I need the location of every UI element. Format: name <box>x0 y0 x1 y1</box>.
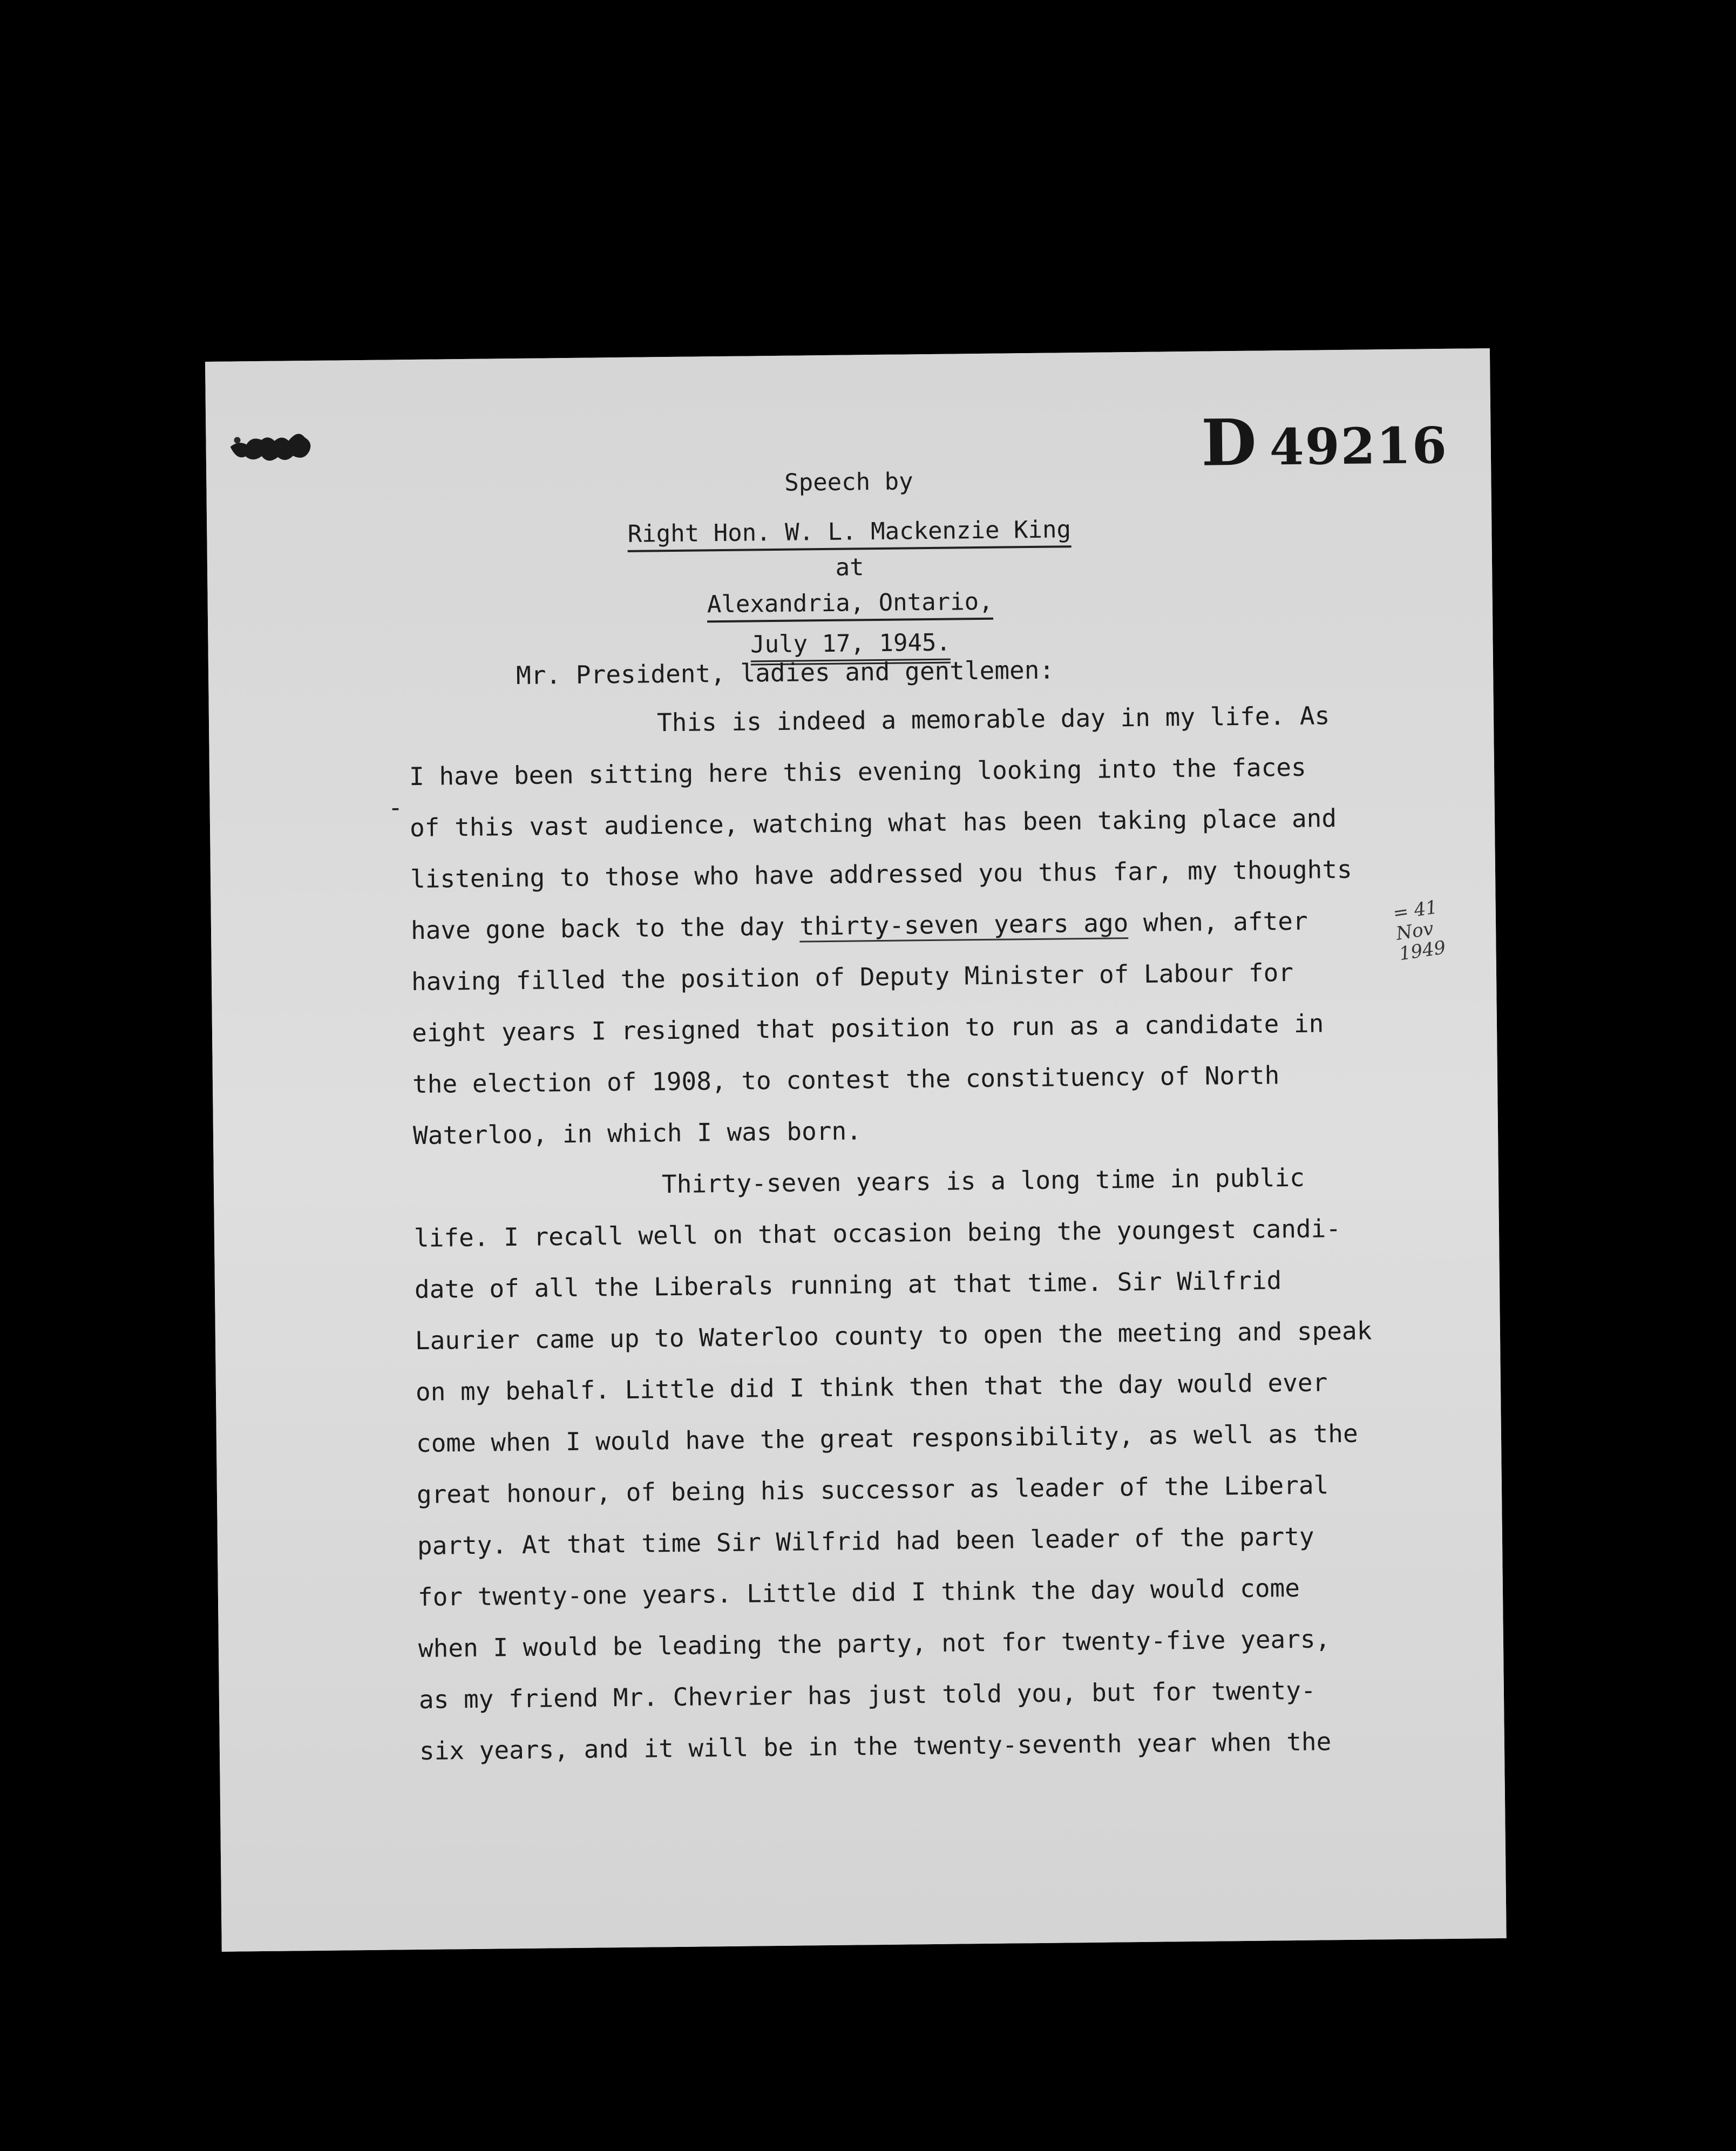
ink-blot-mark <box>227 425 320 464</box>
paragraph-2-line: on my behalf. Little did I think then that the day would ever <box>415 1368 1328 1407</box>
speech-heading <box>206 451 1493 671</box>
paragraph-1-line: Waterloo, in which I was born. <box>412 1116 862 1151</box>
heading-line-3: at <box>835 553 864 581</box>
paragraph-2-line: life. I recall well on that occasion being the youngest candi- <box>413 1214 1341 1253</box>
paragraph-1-line: of this vast audience, watching what has been taking place and <box>409 803 1337 843</box>
paragraph-1-line: eight years I resigned that position to run as a candidate in <box>411 1009 1324 1048</box>
heading-line-4: Alexandria, Ontario, <box>707 586 993 623</box>
margin-note-line-1: = 41 <box>1391 896 1439 925</box>
underlined-phrase: thirty-seven years ago <box>799 908 1129 942</box>
paragraph-1-line: This is indeed a memorable day in my life. As <box>656 701 1330 738</box>
margin-note-line-2: Nov <box>1394 917 1435 945</box>
paragraph-2-line: six years, and it will be in the twenty-seventh year when the <box>419 1727 1332 1766</box>
salutation: Mr. President, ladies and gentlemen: <box>516 655 1055 690</box>
paragraph-1-line: having filled the position of Deputy Minister of Labour for <box>411 957 1294 997</box>
paragraph-2-line: party. At that time Sir Wilfrid had been leader of the party <box>417 1521 1314 1561</box>
paragraph-2-line: come when I would have the great responsibility, as well as the <box>416 1418 1358 1458</box>
heading-line-1: Speech by <box>784 468 913 497</box>
document-number-letter: D <box>1201 404 1258 481</box>
paragraph-1-line: I have been sitting here this evening looking into the faces <box>409 752 1306 792</box>
paragraph-1-line: listening to those who have addressed you thus far, my thoughts <box>410 854 1352 894</box>
margin-note-line-3: 1949 <box>1398 936 1447 965</box>
heading-line-5: July 17, 1945. <box>750 627 951 666</box>
paragraph-1 <box>409 689 1450 1161</box>
paragraph-2-line: as my friend Mr. Chevrier has just told you, but for twenty- <box>418 1675 1316 1714</box>
heading-line-2: Right Hon. W. L. Mackenzie King <box>627 514 1071 552</box>
paragraph-1-line-start: have gone back to the day <box>410 911 800 945</box>
handwritten-margin-note <box>1392 897 1447 965</box>
paragraph-2 <box>413 1151 1456 1777</box>
paragraph-2-line: great honour, of being his successor as leader of the Liberal <box>416 1470 1329 1510</box>
paragraph-2-line: date of all the Liberals running at that time. Sir Wilfrid <box>414 1266 1282 1304</box>
paragraph-2-line: Laurier came up to Waterloo county to open the meeting and speak <box>415 1316 1372 1356</box>
margin-dash-mark: - <box>388 793 403 822</box>
speech-body <box>409 689 1456 1777</box>
paragraph-2-line: for twenty-one years. Little did I think the day would come <box>417 1573 1300 1612</box>
paragraph-2-line: Thirty-seven years is a long time in public <box>661 1162 1305 1199</box>
paragraph-1-line: the election of 1908, to contest the constituency of North <box>412 1060 1280 1099</box>
document-number-value: 49216 <box>1269 416 1448 477</box>
paragraph-1-line-end: when, after <box>1128 906 1308 938</box>
paragraph-2-line: when I would be leading the party, not for twenty-five years, <box>418 1624 1331 1663</box>
document-page <box>205 348 1507 1952</box>
